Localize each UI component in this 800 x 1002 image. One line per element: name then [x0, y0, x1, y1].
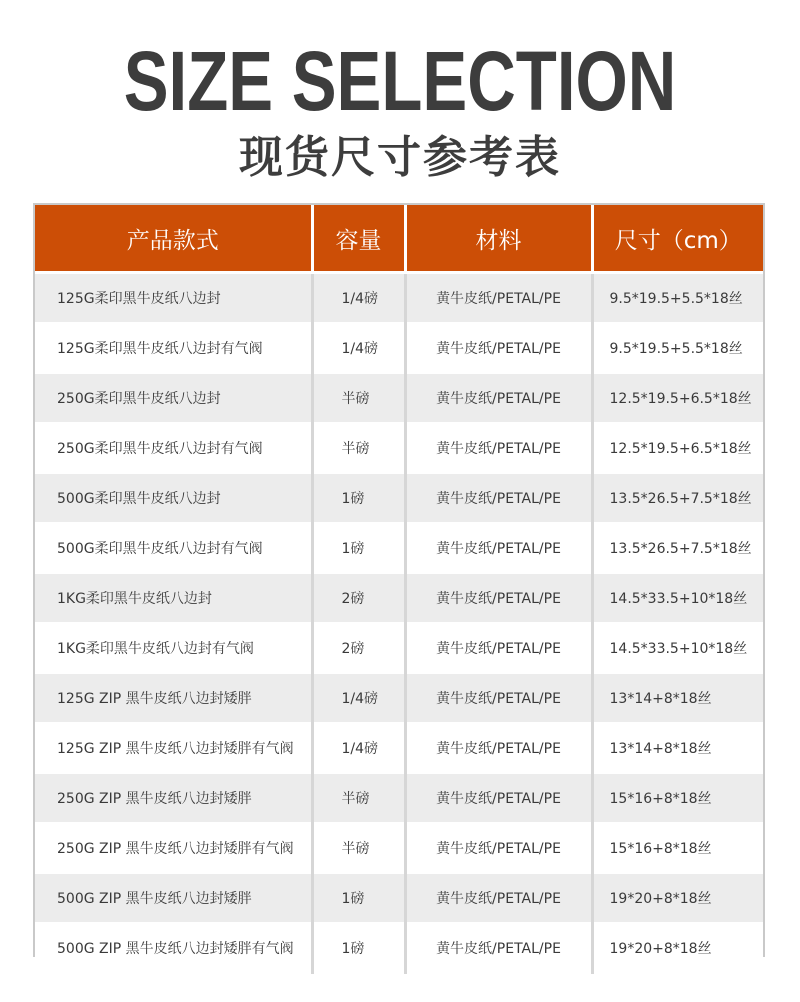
- cell-product-style: 125G ZIP 黑牛皮纸八边封矮胖: [35, 674, 312, 722]
- cell-product-style: 250G ZIP 黑牛皮纸八边封矮胖: [35, 774, 312, 822]
- cell-material: 黄牛皮纸/PETAL/PE: [405, 422, 592, 474]
- table-row: [35, 674, 763, 722]
- cell-material: 黄牛皮纸/PETAL/PE: [405, 774, 592, 822]
- cell-capacity: 半磅: [312, 374, 405, 422]
- header-size: 尺寸（cm）: [592, 205, 763, 273]
- cell-capacity: 半磅: [312, 774, 405, 822]
- cell-material: 黄牛皮纸/PETAL/PE: [405, 522, 592, 574]
- cell-capacity: 2磅: [312, 574, 405, 622]
- cell-product-style: 125G柔印黑牛皮纸八边封: [35, 273, 312, 323]
- page-subtitle: 现货尺寸参考表: [239, 132, 561, 183]
- cell-product-style: 500G ZIP 黑牛皮纸八边封矮胖有气阀: [35, 922, 312, 974]
- table-row: [35, 522, 763, 574]
- cell-material: 黄牛皮纸/PETAL/PE: [405, 674, 592, 722]
- cell-size: 14.5*33.5+10*18丝: [592, 622, 763, 674]
- cell-product-style: 250G ZIP 黑牛皮纸八边封矮胖有气阀: [35, 822, 312, 874]
- table-row: [35, 622, 763, 674]
- cell-capacity: 1/4磅: [312, 322, 405, 374]
- cell-material: 黄牛皮纸/PETAL/PE: [405, 622, 592, 674]
- page-title: SIZE SELECTION: [123, 34, 677, 128]
- cell-capacity: 1磅: [312, 522, 405, 574]
- cell-size: 9.5*19.5+5.5*18丝: [592, 273, 763, 323]
- cell-capacity: 1磅: [312, 474, 405, 522]
- cell-material: 黄牛皮纸/PETAL/PE: [405, 874, 592, 922]
- cell-material: 黄牛皮纸/PETAL/PE: [405, 574, 592, 622]
- table-row: [35, 922, 763, 974]
- cell-capacity: 1/4磅: [312, 722, 405, 774]
- header-product-style: 产品款式: [35, 205, 312, 273]
- cell-size: 15*16+8*18丝: [592, 822, 763, 874]
- cell-size: 12.5*19.5+6.5*18丝: [592, 422, 763, 474]
- cell-capacity: 2磅: [312, 622, 405, 674]
- cell-size: 14.5*33.5+10*18丝: [592, 574, 763, 622]
- header-material: 材料: [405, 205, 592, 273]
- cell-capacity: 1磅: [312, 874, 405, 922]
- cell-product-style: 1KG柔印黑牛皮纸八边封: [35, 574, 312, 622]
- table-row: [35, 822, 763, 874]
- cell-product-style: 500G柔印黑牛皮纸八边封: [35, 474, 312, 522]
- cell-product-style: 500G柔印黑牛皮纸八边封有气阀: [35, 522, 312, 574]
- cell-product-style: 125G ZIP 黑牛皮纸八边封矮胖有气阀: [35, 722, 312, 774]
- cell-size: 9.5*19.5+5.5*18丝: [592, 322, 763, 374]
- cell-product-style: 250G柔印黑牛皮纸八边封有气阀: [35, 422, 312, 474]
- cell-material: 黄牛皮纸/PETAL/PE: [405, 374, 592, 422]
- size-table: [35, 205, 763, 974]
- cell-size: 13.5*26.5+7.5*18丝: [592, 522, 763, 574]
- table-row: [35, 874, 763, 922]
- cell-capacity: 1/4磅: [312, 273, 405, 323]
- table-header-row: [35, 205, 763, 273]
- size-table-container: [33, 203, 765, 957]
- cell-material: 黄牛皮纸/PETAL/PE: [405, 822, 592, 874]
- cell-product-style: 1KG柔印黑牛皮纸八边封有气阀: [35, 622, 312, 674]
- cell-capacity: 半磅: [312, 822, 405, 874]
- cell-product-style: 500G ZIP 黑牛皮纸八边封矮胖: [35, 874, 312, 922]
- cell-capacity: 1/4磅: [312, 674, 405, 722]
- table-row: [35, 474, 763, 522]
- cell-size: 13.5*26.5+7.5*18丝: [592, 474, 763, 522]
- cell-size: 12.5*19.5+6.5*18丝: [592, 374, 763, 422]
- cell-material: 黄牛皮纸/PETAL/PE: [405, 273, 592, 323]
- header-capacity: 容量: [312, 205, 405, 273]
- cell-size: 15*16+8*18丝: [592, 774, 763, 822]
- table-row: [35, 774, 763, 822]
- cell-product-style: 250G柔印黑牛皮纸八边封: [35, 374, 312, 422]
- cell-capacity: 1磅: [312, 922, 405, 974]
- cell-size: 13*14+8*18丝: [592, 722, 763, 774]
- cell-material: 黄牛皮纸/PETAL/PE: [405, 322, 592, 374]
- cell-material: 黄牛皮纸/PETAL/PE: [405, 722, 592, 774]
- cell-capacity: 半磅: [312, 422, 405, 474]
- cell-product-style: 125G柔印黑牛皮纸八边封有气阀: [35, 322, 312, 374]
- table-row: [35, 422, 763, 474]
- table-row: [35, 574, 763, 622]
- cell-size: 19*20+8*18丝: [592, 922, 763, 974]
- table-row: [35, 273, 763, 323]
- cell-material: 黄牛皮纸/PETAL/PE: [405, 922, 592, 974]
- table-row: [35, 374, 763, 422]
- table-row: [35, 722, 763, 774]
- cell-size: 13*14+8*18丝: [592, 674, 763, 722]
- table-body: [35, 273, 763, 975]
- table-row: [35, 322, 763, 374]
- cell-size: 19*20+8*18丝: [592, 874, 763, 922]
- cell-material: 黄牛皮纸/PETAL/PE: [405, 474, 592, 522]
